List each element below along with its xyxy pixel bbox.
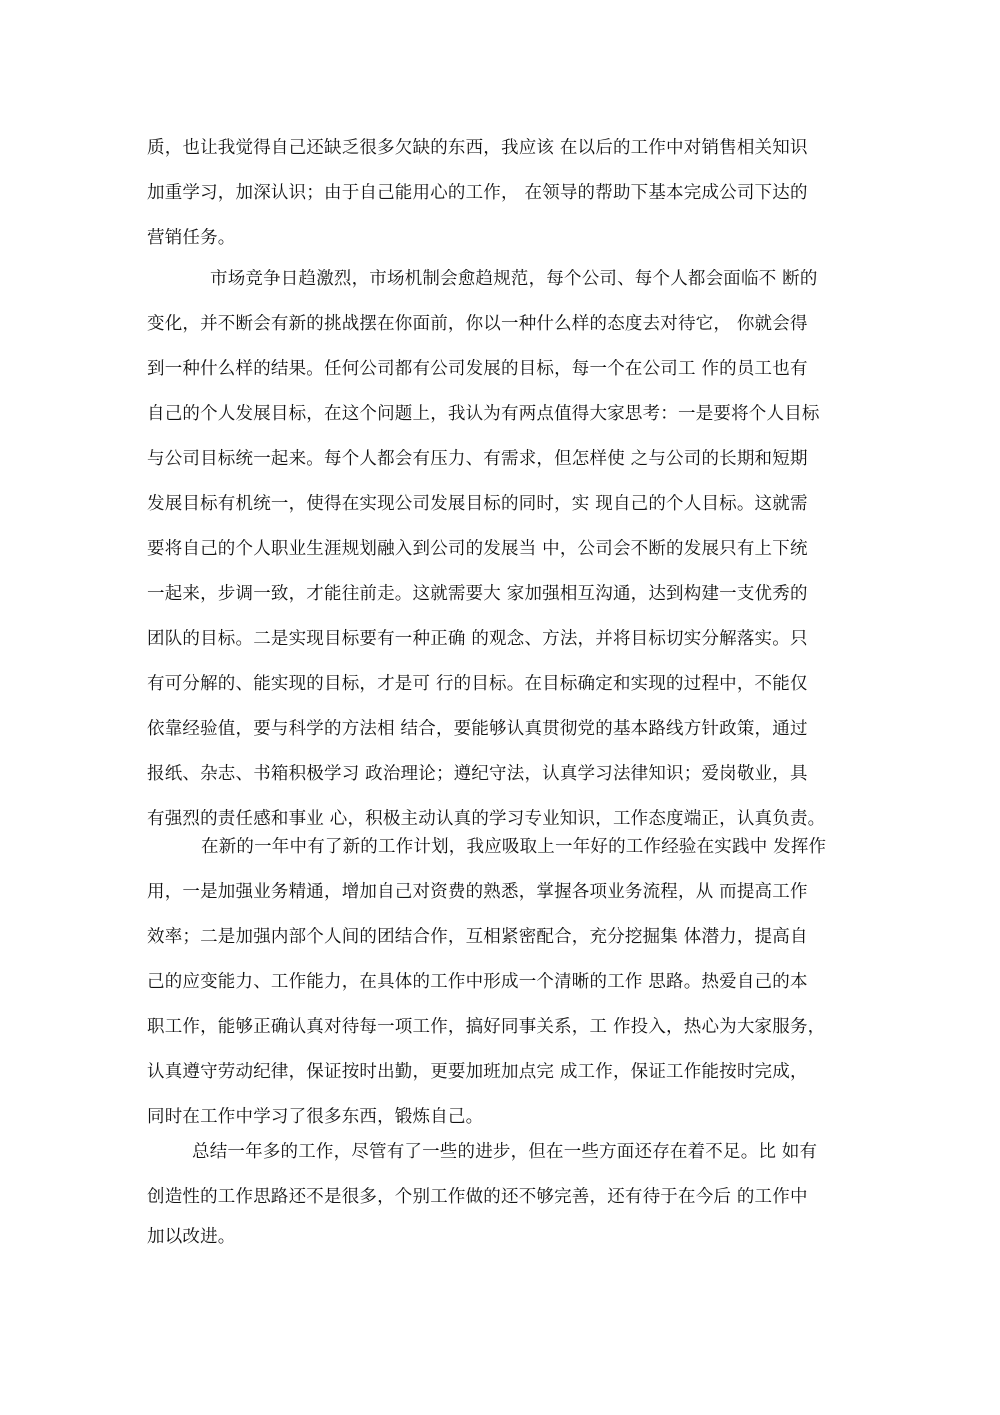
paragraph-2-line-12: 报纸、杂志、书箱积极学习 政治理论；遵纪守法，认真学习法律知识；爱岗敬业，具 [147, 764, 808, 784]
paragraph-1-line-2: 加重学习，加深认识；由于自己能用心的工作， 在领导的帮助下基本完成公司下达的 [147, 183, 808, 203]
paragraph-4-line-3: 加以改进。 [147, 1227, 236, 1247]
paragraph-3-line-4: 己的应变能力、工作能力，在具体的工作中形成一个清晰的工作 思路。热爱自己的本 [147, 972, 808, 992]
paragraph-2-line-4: 自己的个人发展目标，在这个问题上，我认为有两点值得大家思考：一是要将个人目标 [147, 404, 820, 424]
paragraph-3-line-5: 职工作，能够正确认真对待每一项工作，搞好同事关系，工 作投入，热心为大家服务， [147, 1017, 826, 1037]
paragraph-2-line-9: 团队的目标。二是实现目标要有一种正确 的观念、方法，并将目标切实分解落实。只 [147, 629, 808, 649]
paragraph-4-line-1: 总结一年多的工作，尽管有了一些的进步，但在一些方面还存在着不足。比 如有 [192, 1142, 818, 1162]
paragraph-2-line-10: 有可分解的、能实现的目标，才是可 行的目标。在目标确定和实现的过程中，不能仅 [147, 674, 808, 694]
paragraph-2-line-5: 与公司目标统一起来。每个人都会有压力、有需求，但怎样使 之与公司的长期和短期 [147, 449, 808, 469]
paragraph-2-line-13: 有强烈的责任感和事业 心，积极主动认真的学习专业知识，工作态度端正，认真负责。 [147, 809, 826, 829]
paragraph-2-line-2: 变化，并不断会有新的挑战摆在你面前，你以一种什么样的态度去对待它， 你就会得 [147, 314, 808, 334]
paragraph-4-line-2: 创造性的工作思路还不是很多，个别工作做的还不够完善，还有待于在今后 的工作中 [147, 1187, 808, 1207]
paragraph-3-line-2: 用，一是加强业务精通，增加自己对资费的熟悉，掌握各项业务流程，从 而提高工作 [147, 882, 808, 902]
paragraph-1-line-3: 营销任务。 [147, 228, 236, 248]
paragraph-3-line-1: 在新的一年中有了新的工作计划，我应吸取上一年好的工作经验在实践中 发挥作 [201, 837, 827, 857]
paragraph-2-line-7: 要将自己的个人职业生涯规划融入到公司的发展当 中，公司会不断的发展只有上下统 [147, 539, 808, 559]
paragraph-2-line-8: 一起来，步调一致，才能往前走。这就需要大 家加强相互沟通，达到构建一支优秀的 [147, 584, 808, 604]
paragraph-2-line-6: 发展目标有机统一，使得在实现公司发展目标的同时，实 现自己的个人目标。这就需 [147, 494, 808, 514]
paragraph-1-line-1: 质，也让我觉得自己还缺乏很多欠缺的东西，我应该 在以后的工作中对销售相关知识 [147, 138, 808, 158]
paragraph-2-line-11: 依靠经验值，要与科学的方法相 结合，要能够认真贯彻党的基本路线方针政策，通过 [147, 719, 808, 739]
paragraph-2-line-1: 市场竞争日趋激烈，市场机制会愈趋规范，每个公司、每个人都会面临不 断的 [210, 269, 818, 289]
paragraph-3-line-7: 同时在工作中学习了很多东西，锻炼自己。 [147, 1107, 484, 1127]
paragraph-3-line-6: 认真遵守劳动纪律，保证按时出勤，更要加班加点完 成工作，保证工作能按时完成， [147, 1062, 808, 1082]
paragraph-3-line-3: 效率；二是加强内部个人间的团结合作，互相紧密配合，充分挖掘集 体潜力，提高自 [147, 927, 808, 947]
paragraph-2-line-3: 到一种什么样的结果。任何公司都有公司发展的目标，每一个在公司工 作的员工也有 [147, 359, 808, 379]
